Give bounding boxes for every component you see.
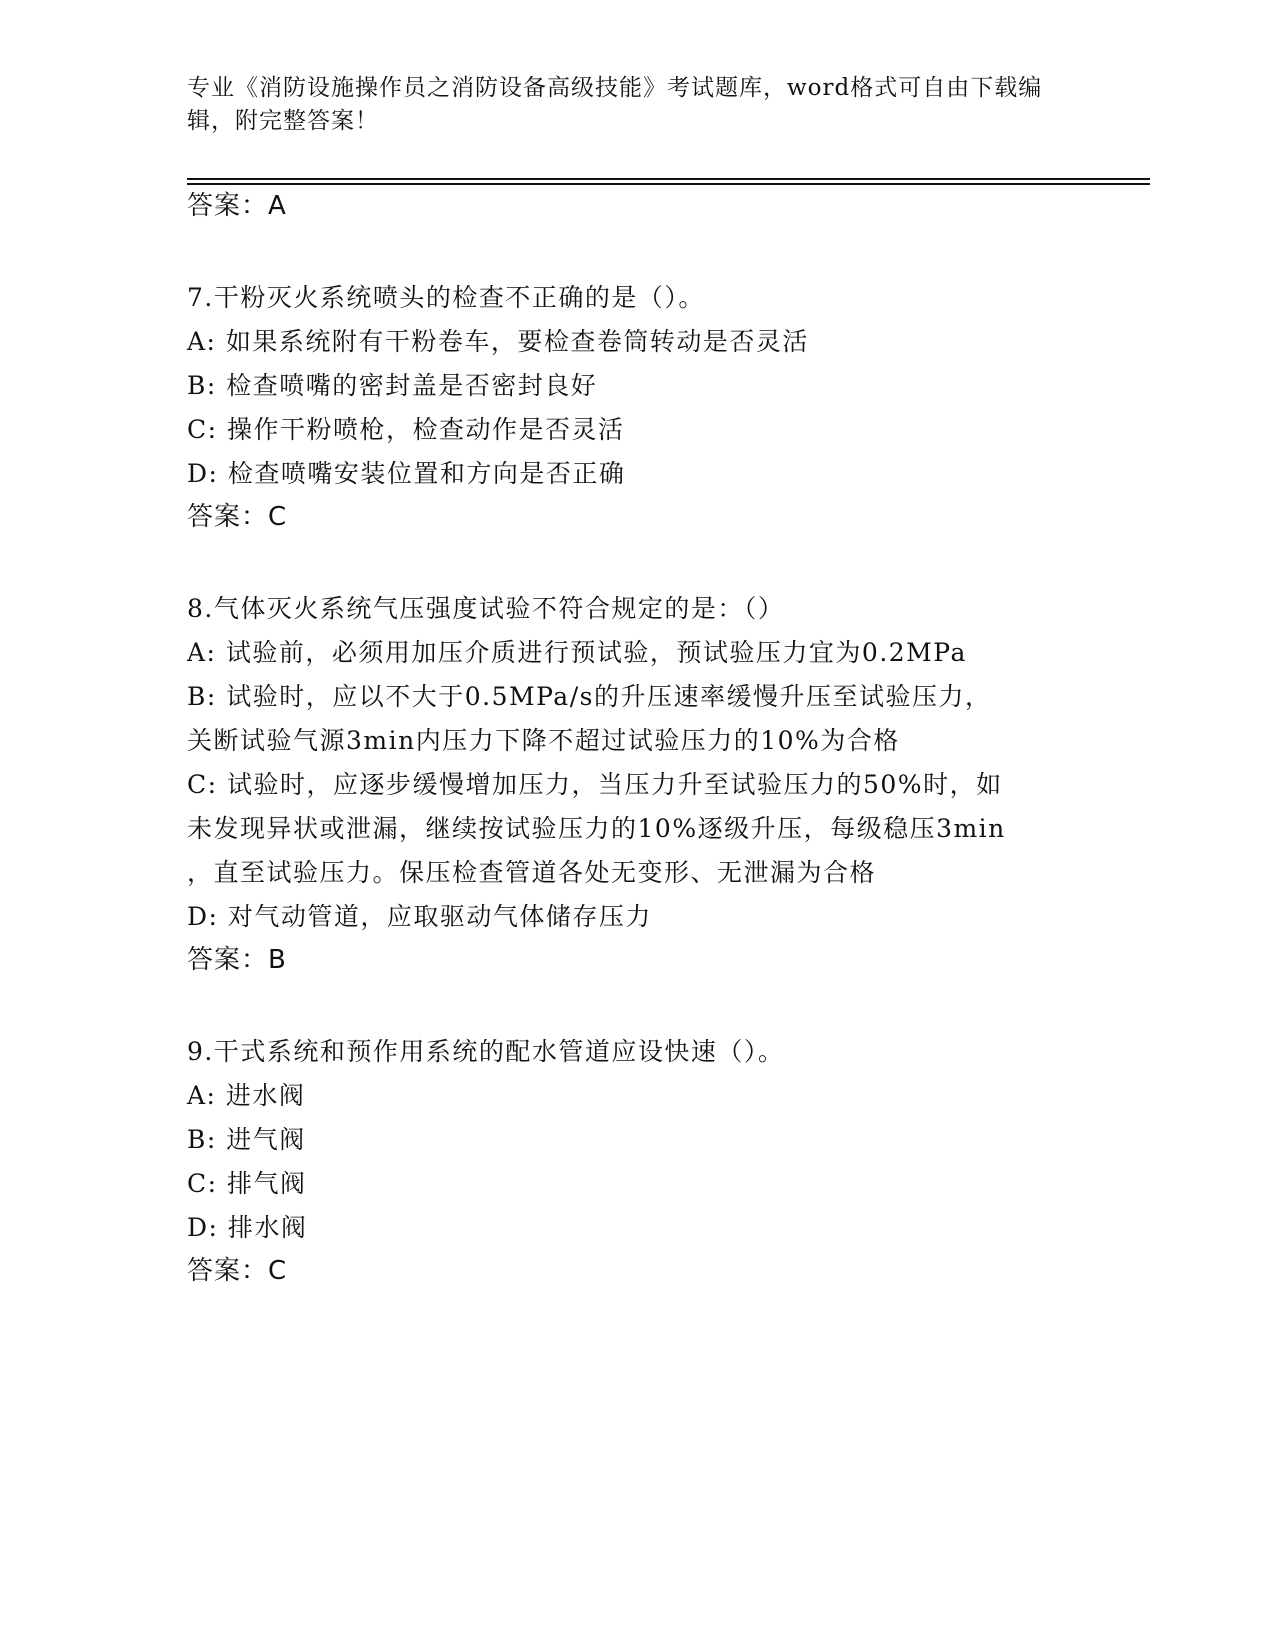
question-8-option-c-line-2: 未发现异状或泄漏，继续按试验压力的10%逐级升压，每级稳压3min (187, 814, 1006, 843)
question-7-option-d: D: 检查喷嘴安装位置和方向是否正确 (187, 459, 626, 488)
header-divider-second (187, 183, 1150, 185)
answer-question-7: 答案：C (187, 502, 288, 532)
answer-question-9: 答案：C (187, 1256, 288, 1286)
answer-question-8: 答案：B (187, 945, 287, 975)
question-8-stem: 8.气体灭火系统气压强度试验不符合规定的是：（） (187, 594, 785, 623)
question-8-option-c-line-3: ，直至试验压力。保压检查管道各处无变形、无泄漏为合格 (187, 858, 877, 887)
question-8-option-a: A: 试验前，必须用加压介质进行预试验，预试验压力宜为0.2MPa (187, 638, 967, 667)
question-8-option-d: D: 对气动管道，应取驱动气体储存压力 (187, 902, 652, 931)
question-7-stem: 7.干粉灭火系统喷头的检查不正确的是（）。 (187, 283, 705, 312)
question-9-stem: 9.干式系统和预作用系统的配水管道应设快速（）。 (187, 1037, 785, 1066)
question-7-option-c: C: 操作干粉喷枪，检查动作是否灵活 (187, 415, 625, 444)
question-8-option-c-line-1: C: 试验时，应逐步缓慢增加压力，当压力升至试验压力的50%时，如 (187, 770, 1003, 799)
question-9-option-b: B: 进气阀 (187, 1125, 306, 1154)
answer-previous: 答案：A (187, 191, 287, 221)
question-8-option-b-line-2: 关断试验气源3min内压力下降不超过试验压力的10%为合格 (187, 726, 900, 755)
question-9-option-d: D: 排水阀 (187, 1213, 308, 1242)
question-7-option-a: A: 如果系统附有干粉卷车，要检查卷筒转动是否灵活 (187, 327, 809, 356)
header-divider (187, 178, 1150, 180)
question-8-option-b-line-1: B: 试验时，应以不大于0.5MPa/s的升压速率缓慢升压至试验压力， (187, 682, 992, 711)
question-7-option-b: B: 检查喷嘴的密封盖是否密封良好 (187, 371, 598, 400)
document-header: 专业《消防设施操作员之消防设备高级技能》考试题库，word格式可自由下载编辑，附完整答案！ (187, 75, 1043, 134)
question-9-option-c: C: 排气阀 (187, 1169, 307, 1198)
question-9-option-a: A: 进水阀 (187, 1081, 306, 1110)
